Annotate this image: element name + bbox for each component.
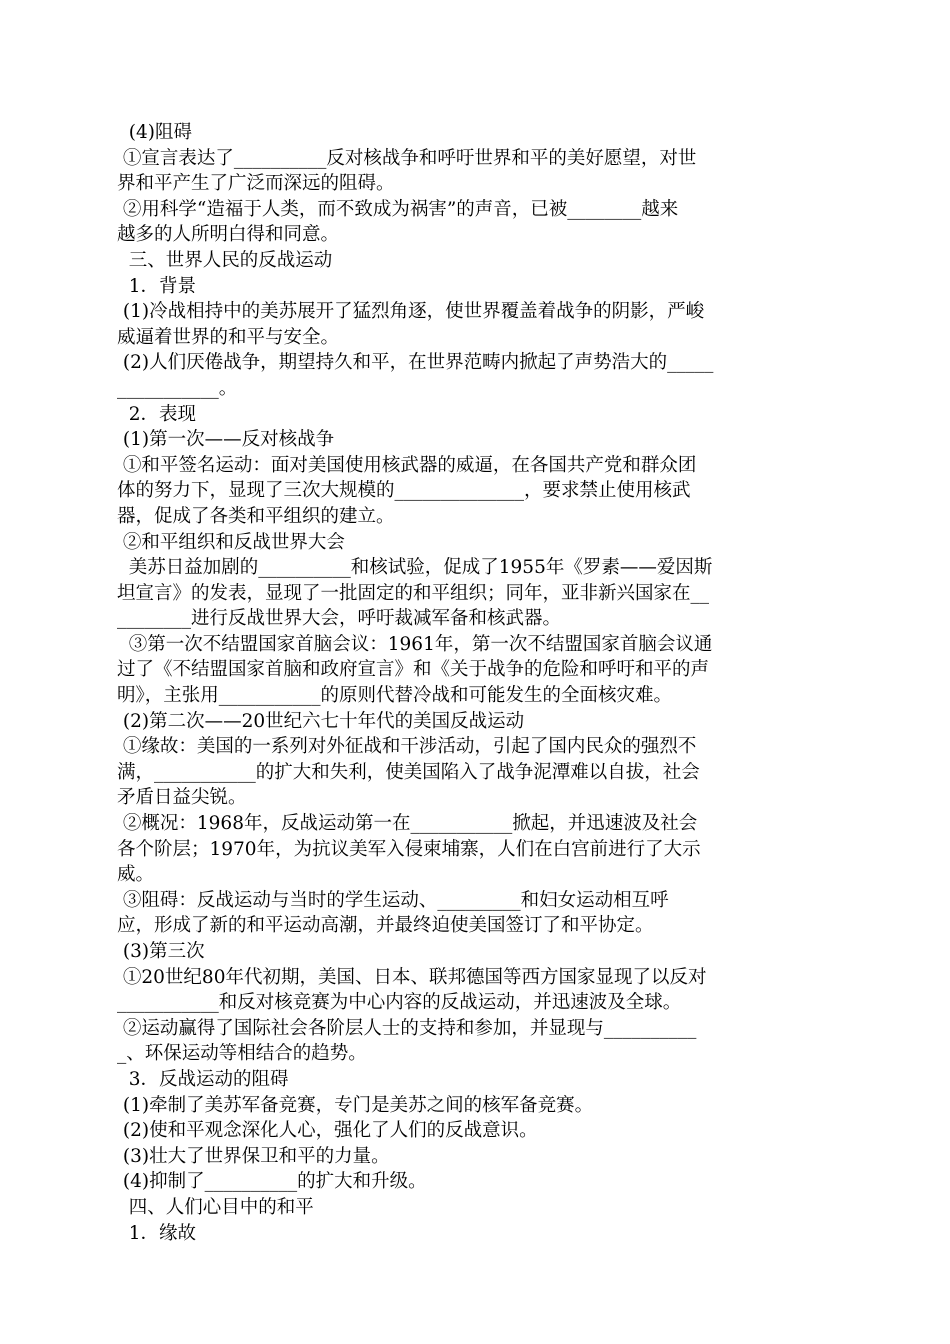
- text-line: 矛盾日益尖锐。: [117, 787, 247, 809]
- text-line: ___________和反对核竞赛为中心内容的反战运动，并迅速波及全球。: [117, 992, 682, 1014]
- text-line: ①缘故：美国的一系列对外征战和干涉活动，引起了国内民众的强烈不: [117, 736, 697, 758]
- text-line: 各个阶层；1970年，为抗议美军入侵柬埔寨，人们在白宫前进行了大示: [117, 838, 701, 860]
- text-line: 满，___________的扩大和失利，使美国陷入了战争泥潭难以自拔，社会: [117, 761, 700, 783]
- text-line: (3)壮大了世界保卫和平的力量。: [117, 1145, 390, 1167]
- text-line: ①和平签名运动：面对美国使用核武器的威逼，在各国共产党和群众团: [117, 454, 697, 476]
- text-line: ①20世纪80年代初期，美国、日本、联邦德国等西方国家显现了以反对: [117, 966, 707, 988]
- text-line: ②概况：1968年，反战运动第一在___________掀起，并迅速波及社会: [117, 813, 698, 835]
- text-line: 越多的人所明白得和同意。: [117, 224, 340, 246]
- text-line: (2)第二次——20世纪六七十年代的美国反战运动: [117, 710, 525, 732]
- section-heading-4: 四、人们心目中的和平: [117, 1196, 314, 1218]
- text-line: 器，促成了各类和平组织的建立。: [117, 505, 395, 527]
- text-line: (1)第一次——反对核战争: [117, 429, 335, 451]
- text-line: (2)人们厌倦战争，期望持久和平，在世界范畴内掀起了声势浩大的_____: [117, 352, 714, 374]
- text-line: 过了《不结盟国家首脑和政府宣言》和《关于战争的危险和呼吁和平的声: [117, 659, 710, 681]
- text-line: ③阻碍：反战运动与当时的学生运动、_________和妇女运动相互呼: [117, 889, 669, 911]
- text-line: 明》，主张用___________的原则代替冷战和可能发生的全面核灾难。: [117, 685, 673, 707]
- subheading-background: 1．背景: [117, 275, 197, 297]
- section-heading-3: 三、世界人民的反战运动: [117, 249, 333, 271]
- text-line: ②运动赢得了国际社会各阶层人士的支持和参加，并显现与__________: [117, 1017, 697, 1039]
- subheading-impact: 3．反战运动的阻碍: [117, 1068, 289, 1090]
- subheading-manifestation: 2．表现: [117, 403, 197, 425]
- text-line: (2)使和平观念深化人心，强化了人们的反战意识。: [117, 1120, 538, 1142]
- text-line: ___________。: [117, 377, 238, 399]
- text-line: (3)第三次: [117, 941, 205, 962]
- text-line: (1)牵制了美苏军备竞赛，专门是美苏之间的核军备竞赛。: [117, 1094, 594, 1116]
- subheading-reason: 1．缘故: [117, 1222, 197, 1244]
- text-line: ①宣言表达了__________反对核战争和呼吁世界和平的美好愿望，对世: [117, 147, 697, 169]
- text-line: 坦宣言》的发表，显现了一批固定的和平组织；同年，亚非新兴国家在__: [117, 582, 710, 604]
- text-line: _、环保运动等相结合的趋势。: [117, 1043, 367, 1065]
- text-line: 体的努力下，显现了三次大规模的______________，要求禁止使用核武: [117, 480, 691, 502]
- text-line: ③第一次不结盟国家首脑会议：1961年，第一次不结盟国家首脑会议通: [117, 633, 713, 655]
- text-line: ②和平组织和反战世界大会: [117, 531, 345, 553]
- document-page: [117, 120, 833, 1246]
- text-line: 威逼着世界的和平与安全。: [117, 326, 340, 348]
- heading-4-impact: (4)阻碍: [117, 122, 192, 143]
- text-line: ________进行反战世界大会，呼吁裁减军备和核武器。: [117, 608, 562, 630]
- text-line: 应，形成了新的和平运动高潮，并最终迫使美国签订了和平协定。: [117, 915, 654, 937]
- text-line: (1)冷战相持中的美苏展开了猛烈角逐，使世界覆盖着战争的阴影，严峻: [117, 301, 705, 323]
- text-line: ②用科学“造福于人类，而不致成为祸害”的声音，已被________越来: [117, 198, 679, 220]
- text-line: (4)抑制了__________的扩大和升级。: [117, 1171, 427, 1193]
- text-line: 威。: [117, 864, 155, 886]
- text-line: 界和平产生了广泛而深远的阻碍。: [117, 173, 395, 195]
- text-line: 美苏日益加剧的__________和核试验，促成了1955年《罗素——爱因斯: [117, 557, 713, 579]
